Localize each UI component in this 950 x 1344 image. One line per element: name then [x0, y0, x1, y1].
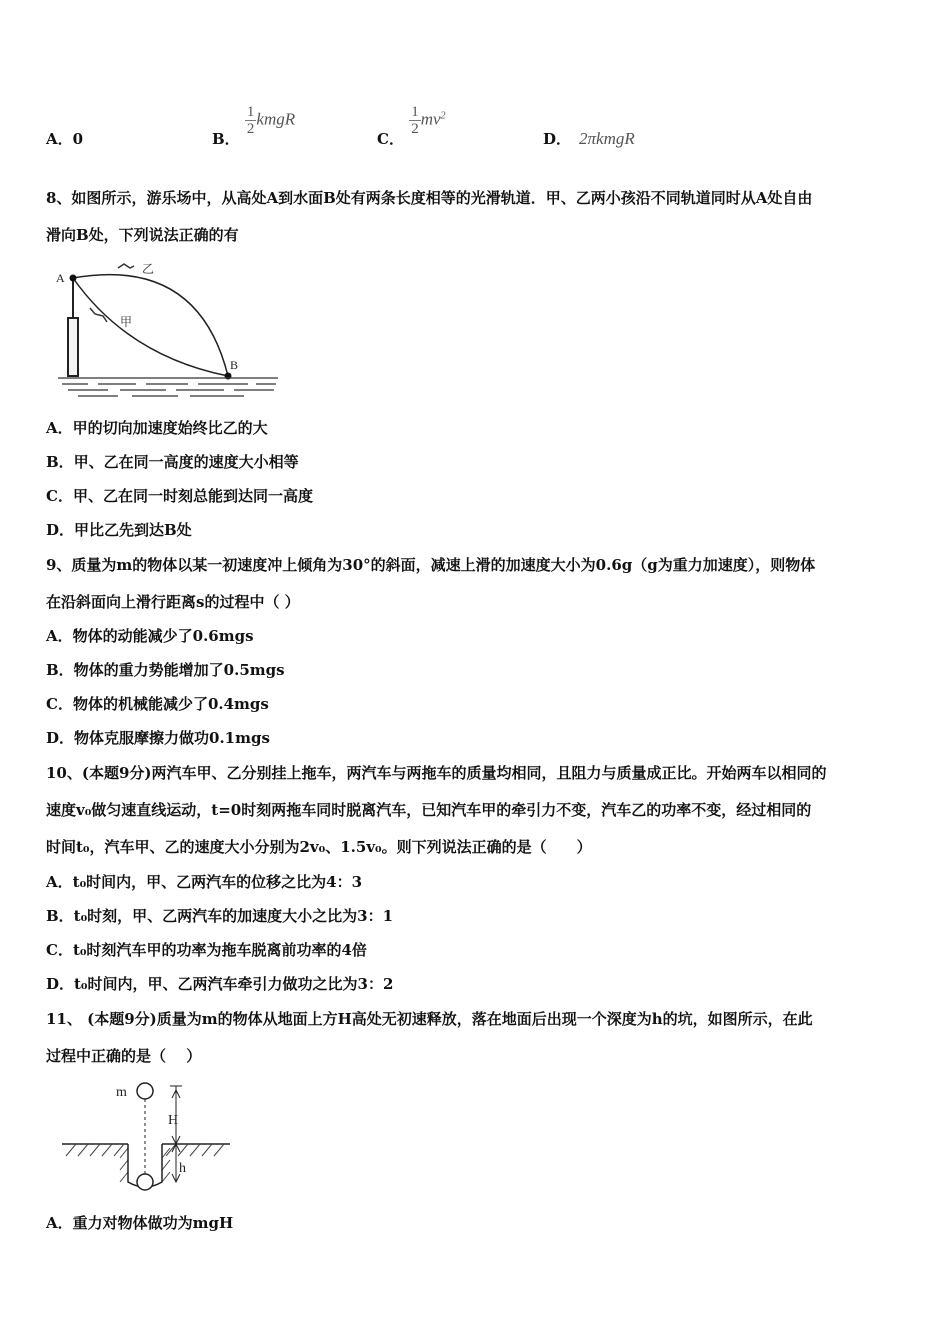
q7-option-a [46, 128, 83, 149]
child-yi-icon [118, 264, 134, 268]
q7-option-d [543, 128, 635, 149]
q9-option-a: A．物体的动能减少了0.6mgs [46, 627, 254, 645]
q9-option-c: C．物体的机械能减少了0.4mgs [46, 695, 269, 713]
fraction [409, 104, 421, 137]
label-h: h [179, 1161, 186, 1176]
label-b: B [230, 358, 239, 372]
fraction-denominator: 2 [411, 121, 419, 137]
fraction-numerator: 1 [246, 104, 255, 120]
label-m: m [116, 1085, 127, 1100]
option-label: B． [212, 130, 240, 148]
ball-top [137, 1083, 153, 1099]
option-expression: kmgR [256, 109, 296, 129]
superscript: 2 [440, 110, 446, 122]
q10-option-d: D．t₀时间内，甲、乙两汽车牵引力做功之比为3：2 [46, 975, 394, 993]
q8-slide-figure [48, 256, 288, 400]
q8-option-b: B．甲、乙在同一高度的速度大小相等 [46, 453, 299, 471]
option-value: 0 [72, 130, 84, 148]
option-expression: 2πkmgR [579, 129, 635, 148]
q7-option-b [212, 104, 295, 149]
option-label: C． [377, 130, 404, 148]
option-label: D． [543, 130, 572, 148]
q8-stem-line2: 滑向B处，下列说法正确的有 [46, 226, 239, 244]
label-jia: 甲 [120, 315, 133, 329]
q10-option-a: A．t₀时间内，甲、乙两汽车的位移之比为4：3 [46, 873, 363, 891]
label-yi: 乙 [142, 262, 155, 276]
track-yi [73, 275, 228, 376]
q8-option-a: A．甲的切向加速度始终比乙的大 [46, 419, 268, 437]
track-jia [73, 278, 228, 376]
label-H: H [168, 1113, 179, 1128]
q9-option-b: B．物体的重力势能增加了0.5mgs [46, 661, 285, 679]
ball-bottom [137, 1174, 153, 1190]
q11-stem-line1: 11、 (本题9分)质量为m的物体从地面上方H高处无初速释放，落在地面后出现一个深度为h的坑，如图所示，在此 [46, 1010, 813, 1028]
q10-option-b: B．t₀时刻，甲、乙两汽车的加速度大小之比为3：1 [46, 907, 394, 925]
point-a [70, 275, 77, 282]
q11-option-a: A．重力对物体做功为mgH [46, 1214, 234, 1232]
q10-stem-line2: 速度v₀做匀速直线运动，t=0时刻两拖车同时脱离汽车，已知汽车甲的牵引力不变，汽车乙的功率不变，经过相同的 [46, 801, 812, 819]
q10-option-c: C．t₀时刻汽车甲的功率为拖车脱离前功率的4倍 [46, 941, 367, 959]
option-expression: mv [420, 109, 441, 129]
q11-drop-figure [58, 1078, 238, 1196]
q9-stem-line2: 在沿斜面向上滑行距离s的过程中（ ） [46, 593, 300, 611]
water-surface [58, 378, 278, 396]
label-a: A [56, 271, 65, 285]
fraction-denominator: 2 [246, 121, 255, 137]
q9-stem-line1: 9、质量为m的物体以某一初速度冲上倾角为30°的斜面，减速上滑的加速度大小为0.6g（g为重力加速度），则物体 [46, 556, 816, 574]
q7-option-c [377, 104, 446, 149]
q9-option-d: D．物体克服摩擦力做功0.1mgs [46, 729, 270, 747]
option-label: A． [46, 130, 73, 148]
fraction [245, 104, 257, 137]
tower [68, 318, 78, 376]
fraction-numerator: 1 [411, 104, 419, 120]
q8-stem-line1: 8、如图所示，游乐场中，从高处A到水面B处有两条长度相等的光滑轨道．甲、乙两小孩沿不同轨道同时从A处自由 [46, 189, 813, 207]
q10-stem-line3: 时间t₀，汽车甲、乙的速度大小分别为2v₀、1.5v₀。则下列说法正确的是（ ） [46, 838, 592, 856]
q8-option-d: D．甲比乙先到达B处 [46, 521, 192, 539]
q8-option-c: C．甲、乙在同一时刻总能到达同一高度 [46, 487, 313, 505]
q10-stem-line1: 10、(本题9分)两汽车甲、乙分别挂上拖车，两汽车与两拖车的质量均相同，且阻力与质量成正比。开始两车以相同的 [46, 764, 827, 782]
q11-stem-line2: 过程中正确的是（ ） [46, 1047, 202, 1065]
